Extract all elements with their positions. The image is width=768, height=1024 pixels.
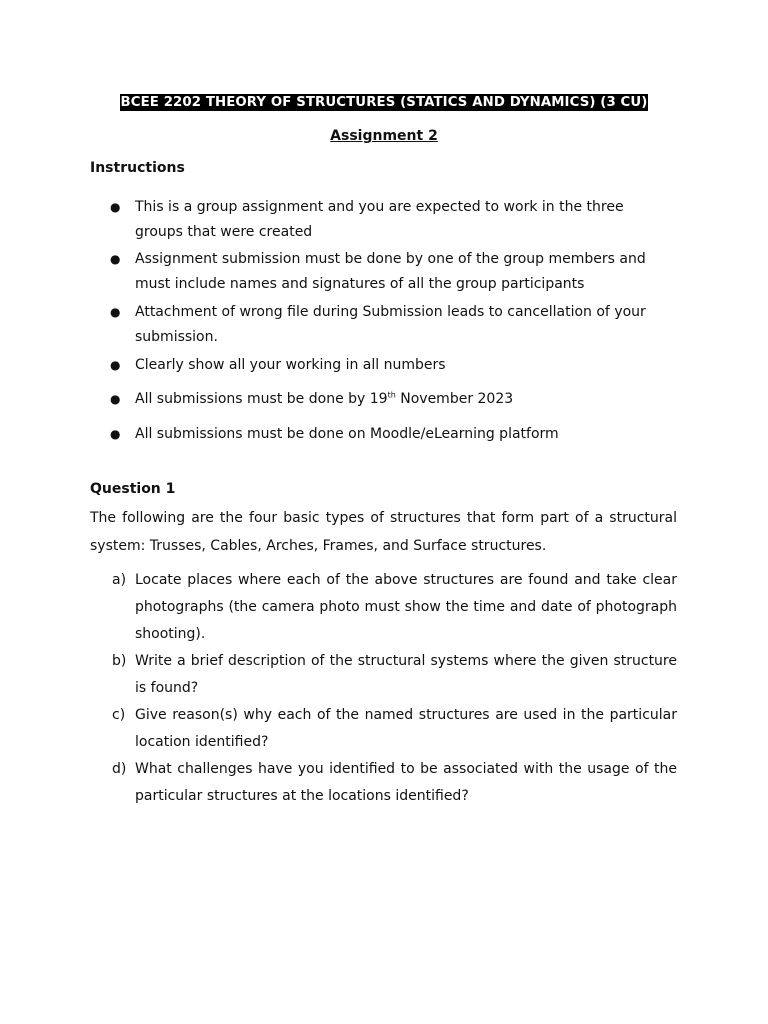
question-item-label: c) <box>112 707 126 723</box>
instruction-text: This is a group assignment and you are expected to work in the three groups that were created <box>135 199 624 240</box>
question1-heading: Question 1 <box>90 481 176 497</box>
bullet-icon: ● <box>110 392 121 406</box>
bullet-icon: ● <box>110 358 121 372</box>
question-item-text: Locate places where each of the above structures are found and take clear photographs (the camera photo must show the time and date of photograph shooting). <box>135 572 677 642</box>
instruction-text: All submissions must be done on Moodle/eLearning platform <box>135 426 559 442</box>
instructions-heading: Instructions <box>90 160 185 176</box>
question-item-label: a) <box>112 572 127 588</box>
question-item-text: Write a brief description of the structural systems where the given structure is found? <box>135 653 677 696</box>
instruction-text: Assignment submission must be done by one of the group members and must include names and signatures of all the group participants <box>135 251 646 292</box>
question-item-text: Give reason(s) why each of the named structures are used in the particular location identified? <box>135 707 677 750</box>
assignment-title: Assignment 2 <box>330 128 438 144</box>
bullet-icon: ● <box>110 427 121 441</box>
bullet-icon: ● <box>110 252 121 266</box>
course-title-text: BCEE 2202 THEORY OF STRUCTURES (STATICS AND DYNAMICS) (3 CU) <box>120 95 648 110</box>
bullet-icon: ● <box>110 200 121 214</box>
course-title <box>0 94 768 112</box>
question-item-label: b) <box>112 653 127 669</box>
instruction-text: All submissions must be done by 19th November 2023 <box>135 390 514 407</box>
bullet-icon: ● <box>110 305 121 319</box>
question1-intro: The following are the four basic types of structures that form part of a structural system: Trusses, Cables, Arches, Frames, and Surface structures. <box>90 510 677 554</box>
instruction-text: Clearly show all your working in all numbers <box>135 357 446 373</box>
instruction-text: Attachment of wrong file during Submission leads to cancellation of your submission. <box>135 304 646 345</box>
question-item-text: What challenges have you identified to be associated with the usage of the particular structures at the locations identified? <box>135 761 677 804</box>
question-item-label: d) <box>112 761 127 777</box>
